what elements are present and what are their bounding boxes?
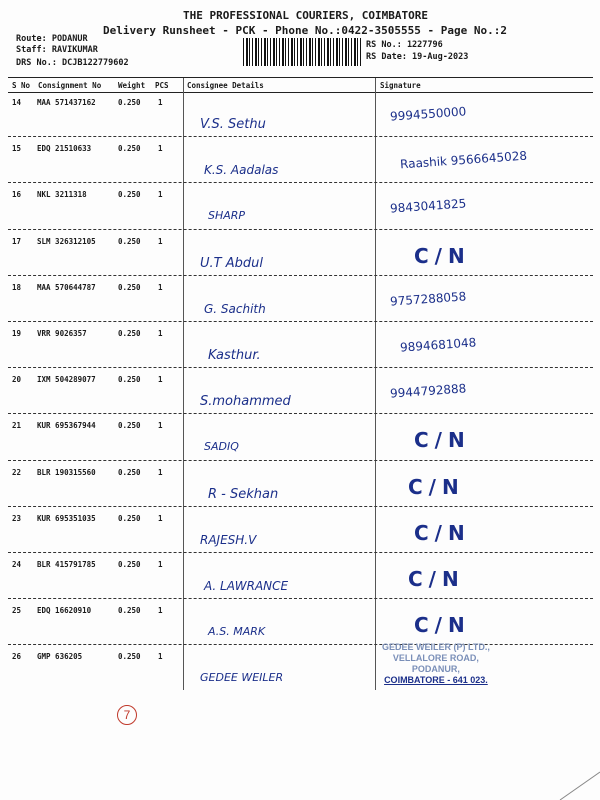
row-sno: 26 xyxy=(12,652,22,662)
company-stamp xyxy=(382,642,490,686)
row-consignment-no: MAA 571437162 xyxy=(37,98,96,107)
row-consignment-no: MAA 570644787 xyxy=(37,282,96,292)
row-pcs: 1 xyxy=(158,329,163,338)
row-consignee-handwritten: R - Sekhan xyxy=(208,486,279,502)
staff-label: Staff: RAVIKUMAR xyxy=(16,45,98,55)
row-signature-handwritten: Raashik 9566645028 xyxy=(399,148,528,172)
stamp-line: PODANUR, xyxy=(411,664,460,674)
row-pcs: 1 xyxy=(158,467,163,477)
row-weight: 0.250 xyxy=(118,282,141,292)
row-consignee-handwritten: U.T Abdul xyxy=(200,255,263,271)
drs-label: DRS No.: DCJB122779602 xyxy=(16,58,129,68)
row-signature-handwritten: 9843041825 xyxy=(389,196,467,217)
row-separator xyxy=(8,460,593,461)
row-consignment-no: BLR 415791785 xyxy=(37,560,96,569)
col-header-pcs: PCS xyxy=(155,81,169,90)
row-signature-handwritten: 9894681048 xyxy=(399,335,477,355)
page-mark: 7 xyxy=(123,708,131,722)
row-consignee-handwritten: GEDEE WEILER xyxy=(200,671,284,685)
row-sno: 16 xyxy=(12,190,22,200)
row-signature-cn: C/N xyxy=(414,520,471,545)
row-weight: 0.250 xyxy=(118,98,141,107)
row-sno: 24 xyxy=(12,560,22,569)
stamp-line: GEDEE WEILER (P) LTD., xyxy=(382,642,490,652)
row-signature-cn: C/N xyxy=(414,243,471,268)
row-consignee-handwritten: A.S. MARK xyxy=(208,625,266,639)
row-sno: 17 xyxy=(12,236,22,246)
row-sno: 25 xyxy=(12,606,22,616)
row-weight: 0.250 xyxy=(118,329,141,338)
row-signature-cn: C/N xyxy=(414,428,471,453)
row-consignee-handwritten: SHARP xyxy=(208,209,246,223)
row-separator xyxy=(8,182,593,183)
row-weight: 0.250 xyxy=(118,513,141,523)
col-header-sno: S No xyxy=(12,81,31,90)
page-mark-circle xyxy=(117,705,137,725)
col-header-weight: Weight xyxy=(118,81,146,90)
row-signature-handwritten: 9757288058 xyxy=(389,289,467,309)
row-consignment-no: SLM 326312105 xyxy=(37,236,96,246)
row-signature-cn: C/N xyxy=(414,613,471,638)
sheet-title: THE PROFESSIONAL COURIERS, COIMBATORE xyxy=(183,9,429,22)
row-separator xyxy=(8,552,593,553)
rs-number: RS No.: 1227796 xyxy=(366,40,443,50)
row-consignee-handwritten: G. Sachith xyxy=(204,301,266,316)
row-sno: 22 xyxy=(12,467,22,477)
row-pcs: 1 xyxy=(158,560,163,569)
row-pcs: 1 xyxy=(158,98,163,107)
row-separator xyxy=(8,275,593,276)
row-consignee-handwritten: A. LAWRANCE xyxy=(204,579,289,593)
row-consignment-no: NKL 3211318 xyxy=(37,190,87,200)
row-separator xyxy=(8,506,593,507)
row-consignment-no: EDQ 21510633 xyxy=(37,144,92,154)
row-weight: 0.250 xyxy=(118,560,141,569)
table-top-rule xyxy=(8,77,593,78)
row-weight: 0.250 xyxy=(118,421,141,431)
scan-edge-line xyxy=(450,740,600,800)
row-sno: 18 xyxy=(12,282,22,292)
row-sno: 23 xyxy=(12,513,22,523)
row-sno: 21 xyxy=(12,421,22,431)
row-separator xyxy=(8,644,593,645)
stamp-line: VELLALORE ROAD, xyxy=(392,653,479,663)
row-pcs: 1 xyxy=(158,282,163,292)
row-consignee-handwritten: S.mohammed xyxy=(200,394,291,410)
row-sno: 19 xyxy=(12,329,22,338)
row-separator xyxy=(8,321,593,322)
col-header-consignment: Consignment No xyxy=(38,81,102,90)
row-pcs: 1 xyxy=(158,513,163,523)
row-pcs: 1 xyxy=(158,606,163,616)
row-weight: 0.250 xyxy=(118,606,141,616)
col-header-signature: Signature xyxy=(380,81,421,90)
row-consignment-no: GMP 636205 xyxy=(37,652,83,662)
col-header-consignee: Consignee Details xyxy=(187,81,264,90)
route-label: Route: PODANUR xyxy=(16,34,88,44)
row-separator xyxy=(8,136,593,137)
row-signature-cn: C/N xyxy=(408,474,465,499)
row-weight: 0.250 xyxy=(118,375,141,385)
barcode xyxy=(243,38,361,66)
sheet-subtitle: Delivery Runsheet - PCK - Phone No.:0422-3505555 - Page No.:2 xyxy=(103,24,507,37)
table-header-rule xyxy=(8,92,593,93)
row-pcs: 1 xyxy=(158,375,163,385)
row-signature-handwritten: 9994550000 xyxy=(389,104,467,124)
row-pcs: 1 xyxy=(158,190,163,200)
stamp-line: COIMBATORE - 641 023. xyxy=(384,675,488,685)
row-pcs: 1 xyxy=(158,144,163,154)
row-separator xyxy=(8,598,593,599)
row-consignee-handwritten: Kasthur. xyxy=(208,348,261,363)
row-weight: 0.250 xyxy=(118,190,141,200)
rs-date: RS Date: 19-Aug-2023 xyxy=(366,52,469,62)
row-consignment-no: BLR 190315560 xyxy=(37,467,96,477)
row-weight: 0.250 xyxy=(118,467,141,477)
row-sno: 20 xyxy=(12,375,22,385)
row-signature-cn: C/N xyxy=(408,567,465,591)
row-sno: 15 xyxy=(12,144,22,154)
row-consignment-no: KUR 695351035 xyxy=(37,513,96,523)
row-pcs: 1 xyxy=(158,652,163,662)
row-separator xyxy=(8,413,593,414)
row-consignment-no: EDQ 16620910 xyxy=(37,606,92,616)
row-consignee-handwritten: SADIQ xyxy=(204,440,239,454)
row-pcs: 1 xyxy=(158,421,163,431)
row-pcs: 1 xyxy=(158,236,163,246)
row-sno: 14 xyxy=(12,98,22,107)
row-consignee-handwritten: K.S. Aadalas xyxy=(204,163,279,178)
row-consignment-no: VRR 9026357 xyxy=(37,329,87,338)
row-weight: 0.250 xyxy=(118,652,141,662)
row-signature-handwritten: 9944792888 xyxy=(389,381,467,401)
row-separator xyxy=(8,229,593,230)
row-consignment-no: KUR 695367944 xyxy=(37,421,96,431)
row-weight: 0.250 xyxy=(118,144,141,154)
row-weight: 0.250 xyxy=(118,236,141,246)
row-consignee-handwritten: V.S. Sethu xyxy=(200,117,266,132)
row-consignee-handwritten: RAJESH.V xyxy=(200,532,257,547)
row-consignment-no: IXM 504289077 xyxy=(37,375,96,385)
row-separator xyxy=(8,367,593,368)
